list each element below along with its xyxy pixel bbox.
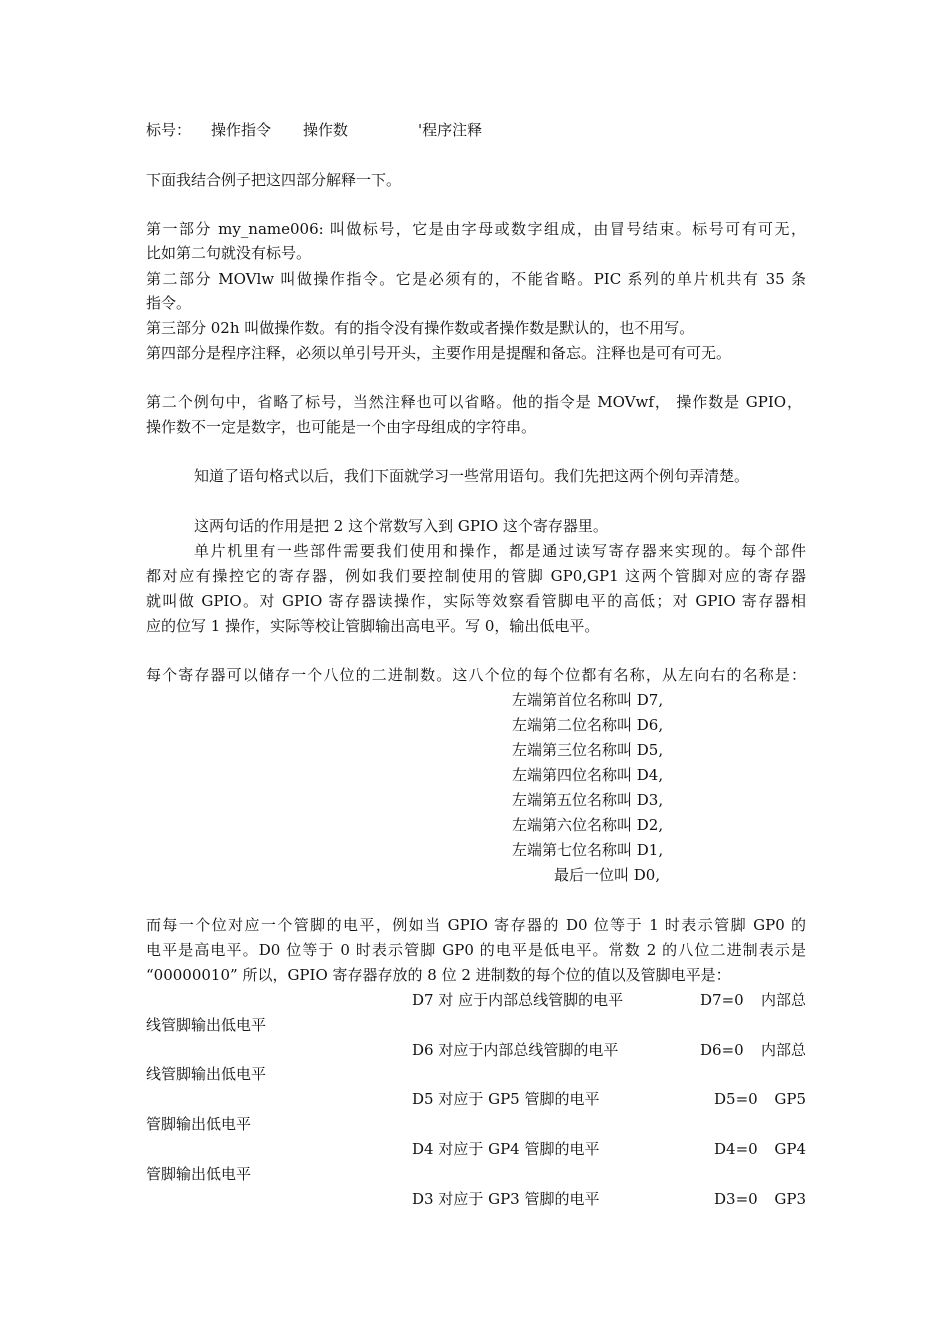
pin-row-tail: 内部总 — [760, 1041, 806, 1059]
pin-row-d6 — [412, 1038, 806, 1062]
each-line3: “00000010” 所以，GPIO 寄存器存放的 8 位 2 进制数的每个位的值以及管脚电平是： — [146, 966, 731, 984]
register-paragraph: 每个寄存器可以储存一个八位的二进制数。这八个位的每个位都有名称，从左向右的名称是： — [146, 666, 806, 684]
part3-line: 第三部分 02h 叫做操作数。有的指令没有操作数或者操作数是默认的，也不用写。 — [146, 319, 695, 337]
pin-row-value: D3=0 — [714, 1190, 758, 1208]
example2-line2: 操作数不一定是数字，也可能是一个由字母组成的字符串。 — [146, 418, 537, 436]
purpose-paragraph: 这两句话的作用是把 2 这个常数写入到 GPIO 这个寄存器里。 — [194, 517, 608, 535]
pin-row-value: D5=0 — [714, 1090, 758, 1108]
mcu-line4: 应的位写 1 操作，实际等校让管脚输出高电平。写 0，输出低电平。 — [146, 617, 600, 635]
pin-row-d4 — [412, 1137, 806, 1161]
pin-row-desc: D6 对应于内部总线管脚的电平 — [412, 1041, 619, 1059]
pin-row-wrap: 管脚输出低电平 — [146, 1165, 252, 1183]
bit-name-d7: 左端第首位名称叫 D7, — [512, 691, 664, 709]
bit-name-d5: 左端第三位名称叫 D5, — [512, 741, 664, 759]
each-line2: 电平是高电平。D0 位等于 0 时表示管脚 GP0 的电平是低电平。常数 2 的八位二进制表示是 — [146, 941, 806, 959]
pin-row-value: D7=0 — [700, 991, 744, 1009]
mcu-line1: 单片机里有一些部件需要我们使用和操作，都是通过读写寄存器来实现的。每个部件 — [194, 542, 806, 560]
example2-line1: 第二个例句中，省略了标号，当然注释也可以省略。他的指令是 MOVwf， 操作数是 GPIO， — [146, 393, 802, 411]
bit-name-d4: 左端第四位名称叫 D4, — [512, 766, 664, 784]
pin-row-wrap: 线管脚输出低电平 — [146, 1065, 267, 1083]
pin-row-d7 — [412, 988, 806, 1012]
pin-row-desc: D3 对应于 GP3 管脚的电平 — [412, 1190, 600, 1208]
part1-line2: 比如第二句就没有标号。 — [146, 244, 312, 262]
pin-row-tail: GP5 — [774, 1090, 806, 1108]
bit-name-d3: 左端第五位名称叫 D3, — [512, 791, 664, 809]
pin-row-d5 — [412, 1087, 806, 1111]
bit-name-d6: 左端第二位名称叫 D6, — [512, 716, 664, 734]
bit-name-d0: 最后一位叫 D0, — [554, 866, 661, 884]
mcu-line3: 就叫做 GPIO。对 GPIO 寄存器读操作，实际等效察看管脚电平的高低；对 GPIO 寄存器相 — [146, 592, 806, 610]
part2-line2: 指令。 — [146, 294, 192, 312]
pin-row-value: D4=0 — [714, 1140, 758, 1158]
pin-row-tail: GP3 — [774, 1190, 806, 1208]
each-line1: 而每一个位对应一个管脚的电平，例如当 GPIO 寄存器的 D0 位等于 1 时表示管脚 GP0 的 — [146, 916, 806, 934]
pin-row-wrap: 线管脚输出低电平 — [146, 1016, 267, 1034]
mcu-line2: 都对应有操控它的寄存器，例如我们要控制使用的管脚 GP0,GP1 这两个管脚对应的寄存器 — [146, 567, 806, 585]
pin-row-tail: GP4 — [774, 1140, 806, 1158]
pin-row-d3 — [412, 1187, 806, 1211]
know-paragraph: 知道了语句格式以后，我们下面就学习一些常用语句。我们先把这两个例句弄清楚。 — [194, 467, 750, 485]
part2-line1: 第二部分 MOVlw 叫做操作指令。它是必须有的，不能省略。PIC 系列的单片机共有 35 条 — [146, 270, 806, 288]
pin-row-desc: D7 对 应于内部总线管脚的电平 — [412, 991, 624, 1009]
header-operand: 操作数 — [303, 121, 349, 139]
pin-row-desc: D5 对应于 GP5 管脚的电平 — [412, 1090, 600, 1108]
header-instruction: 操作指令 — [211, 121, 272, 139]
pin-row-value: D6=0 — [700, 1041, 744, 1059]
pin-row-tail: 内部总 — [760, 991, 806, 1009]
part4-line: 第四部分是程序注释，必须以单引号开头，主要作用是提醒和备忘。注释也是可有可无。 — [146, 344, 732, 362]
intro-text: 下面我结合例子把这四部分解释一下。 — [146, 171, 402, 189]
header-label: 标号： — [146, 121, 192, 139]
part1-line1: 第一部分 my_name006: 叫做标号，它是由字母或数字组成，由冒号结束。标号可有可无， — [146, 220, 806, 238]
pin-row-wrap: 管脚输出低电平 — [146, 1115, 252, 1133]
pin-row-desc: D4 对应于 GP4 管脚的电平 — [412, 1140, 600, 1158]
bit-name-d1: 左端第七位名称叫 D1, — [512, 841, 664, 859]
bit-name-d2: 左端第六位名称叫 D2, — [512, 816, 664, 834]
header-comment: '程序注释 — [418, 121, 483, 139]
